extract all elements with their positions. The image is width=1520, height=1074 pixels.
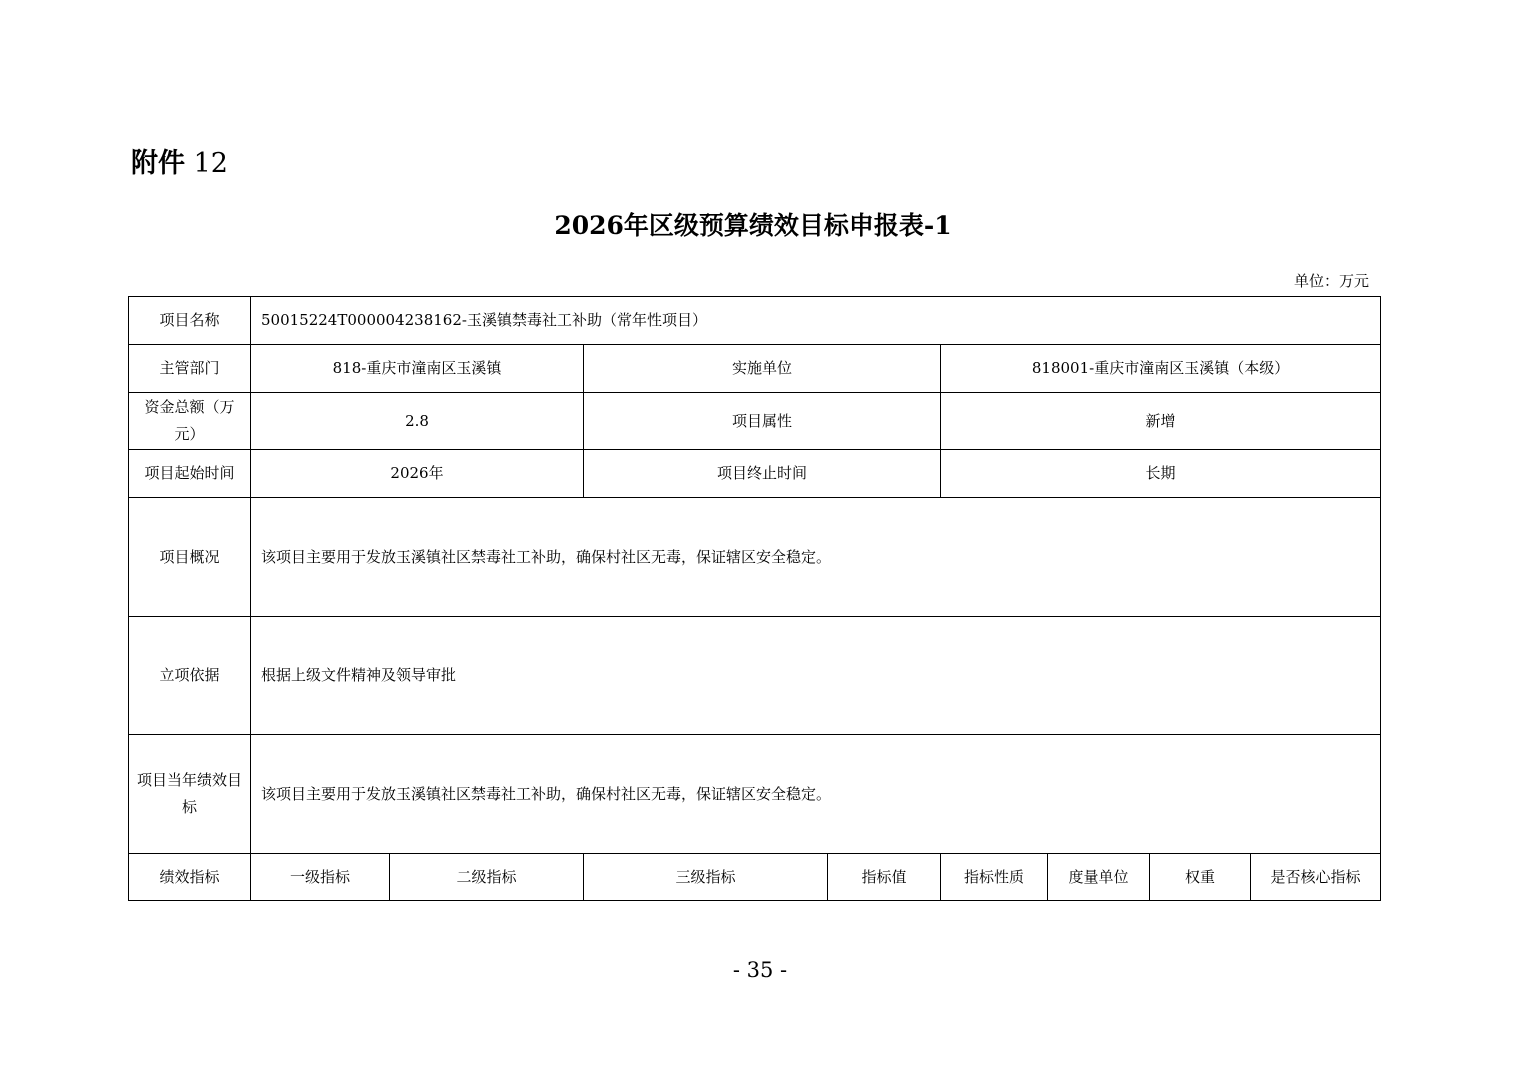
project-name-label: 项目名称 (129, 297, 251, 345)
row-basis (129, 617, 1381, 735)
annual-goal-value: 该项目主要用于发放玉溪镇社区禁毒社工补助，确保村社区无毒，保证辖区安全稳定。 (251, 735, 1381, 854)
start-time-value: 2026年 (251, 450, 584, 498)
indicator-col-level1: 一级指标 (251, 854, 390, 901)
project-name-value: 50015224T000004238162-玉溪镇禁毒社工补助（常年性项目） (251, 297, 1381, 345)
attachment-heading (131, 146, 228, 182)
department-value: 818-重庆市潼南区玉溪镇 (251, 345, 584, 393)
implementing-unit-label: 实施单位 (584, 345, 941, 393)
project-attribute-value: 新增 (941, 393, 1381, 450)
indicator-col-value: 指标值 (828, 854, 941, 901)
end-time-value: 长期 (941, 450, 1381, 498)
indicators-label: 绩效指标 (129, 854, 251, 901)
start-time-label: 项目起始时间 (129, 450, 251, 498)
total-funds-label: 资金总额（万元） (129, 393, 251, 450)
row-time (129, 450, 1381, 498)
indicator-col-weight: 权重 (1150, 854, 1251, 901)
implementing-unit-value: 818001-重庆市潼南区玉溪镇（本级） (941, 345, 1381, 393)
basis-label: 立项依据 (129, 617, 251, 735)
overview-label: 项目概况 (129, 498, 251, 617)
basis-value: 根据上级文件精神及领导审批 (251, 617, 1381, 735)
indicator-col-core: 是否核心指标 (1251, 854, 1381, 901)
row-indicators-header (129, 854, 1381, 901)
indicator-col-nature: 指标性质 (941, 854, 1048, 901)
page-number: - 35 - (732, 958, 788, 982)
page-title: 2026年区级预算绩效目标申报表-1 (554, 211, 952, 240)
end-time-label: 项目终止时间 (584, 450, 941, 498)
unit-label: 单位：万元 (1293, 272, 1369, 290)
row-annual-goal (129, 735, 1381, 854)
attachment-number: 12 (193, 148, 228, 179)
total-funds-value: 2.8 (251, 393, 584, 450)
project-attribute-label: 项目属性 (584, 393, 941, 450)
row-department (129, 345, 1381, 393)
attachment-label: 附件 (131, 148, 185, 179)
budget-form-table (128, 296, 1381, 901)
indicator-col-level2: 二级指标 (390, 854, 584, 901)
department-label: 主管部门 (129, 345, 251, 393)
indicator-col-level3: 三级指标 (584, 854, 828, 901)
row-project-name (129, 297, 1381, 345)
overview-value: 该项目主要用于发放玉溪镇社区禁毒社工补助，确保村社区无毒，保证辖区安全稳定。 (251, 498, 1381, 617)
annual-goal-label: 项目当年绩效目标 (129, 735, 251, 854)
indicator-col-unit: 度量单位 (1048, 854, 1150, 901)
row-total-funds (129, 393, 1381, 450)
row-overview (129, 498, 1381, 617)
